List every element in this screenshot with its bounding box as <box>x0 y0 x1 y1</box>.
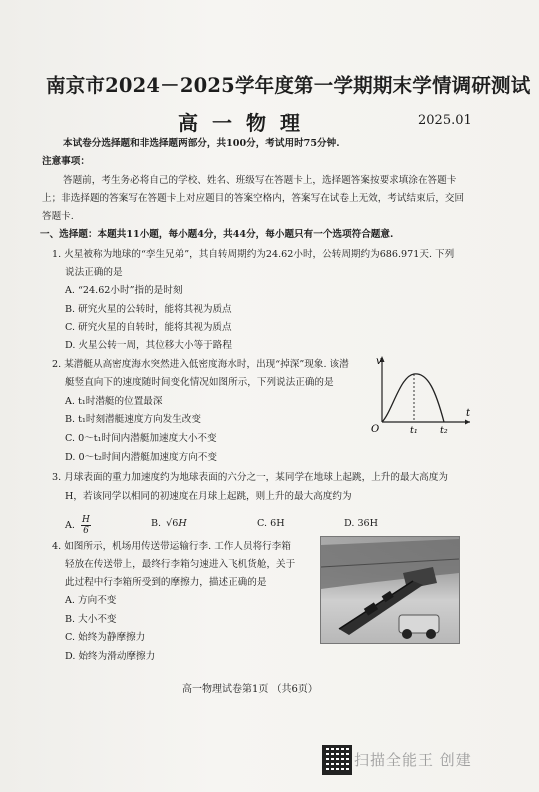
q1-option-a: A. “24.62小时”指的是时刻 <box>65 285 183 296</box>
q3-option-a-numerator: H <box>82 515 90 525</box>
q4-stem-1: 4. 如图所示，机场用传送带运输行李. 工作人员将行李箱 <box>52 541 291 552</box>
q3-option-d: D. 36H <box>344 518 379 529</box>
notice-text-3: 答题卡. <box>42 211 74 222</box>
exam-subject: 高一物理 <box>178 111 314 135</box>
qr-code <box>322 745 352 775</box>
q3-option-a-fraction <box>81 515 91 536</box>
graph-t2-label: t₂ <box>440 425 448 434</box>
q4-option-d: D. 始终为滑动摩擦力 <box>65 651 156 662</box>
section-heading: 一、选择题：本题共11小题，每小题4分，共44分，每小题只有一个选项符合题意. <box>40 229 394 240</box>
q1-option-b: B. 研究火星的公转时，能将其视为质点 <box>65 304 232 315</box>
q1-stem-2: 说法正确的是 <box>65 267 123 278</box>
intro-line: 本试卷分选择题和非选择题两部分，共100分，考试用时75分钟. <box>63 138 340 149</box>
q2-stem-2: 艇竖直向下的速度随时间变化情况如图所示，下列说法正确的是 <box>65 377 334 388</box>
velocity-time-graph <box>366 352 476 434</box>
exam-title: 南京市2024－2025学年度第一学期期末学情调研测试 <box>46 74 531 97</box>
vehicle-wheel <box>426 629 436 639</box>
q2-option-a: A. t₁时潜艇的位置最深 <box>65 396 163 407</box>
q3-option-a <box>65 515 91 536</box>
q4-stem-2: 轻放在传送带上，最终行李箱匀速进入飞机货舱，关于 <box>65 559 296 570</box>
conveyor-illustration <box>321 537 459 643</box>
graph-origin-label: O <box>371 424 380 434</box>
q3-option-c: C. 6H <box>257 518 285 529</box>
graph-curve <box>382 374 444 422</box>
notice-heading: 注意事项： <box>42 156 90 167</box>
aircraft-fuselage <box>321 539 459 589</box>
q3-option-a-denominator: 6 <box>83 526 89 536</box>
scanner-watermark: 扫描全能王 创建 <box>354 751 472 769</box>
q2-option-c: C. 0～t₁时间内潜艇加速度大小不变 <box>65 433 217 444</box>
q1-option-c: C. 研究火星的自转时，能将其视为质点 <box>65 322 232 333</box>
graph-t1-label: t₁ <box>410 425 418 434</box>
conveyor-belt-photo <box>320 536 460 644</box>
q3-option-b-h: H <box>178 518 187 529</box>
graph-t-arrow <box>465 420 470 425</box>
q3-option-b-label: B. <box>151 518 162 529</box>
notice-text-1: 答题前，考生务必将自己的学校、姓名、班级写在答题卡上，选择题答案按要求填涂在答题卡 <box>63 175 457 186</box>
q1-stem-1: 1. 火星被称为地球的“孪生兄弟”，其自转周期约为24.62小时，公转周期约为686.971天. 下列 <box>52 249 455 260</box>
vehicle-wheel <box>402 629 412 639</box>
q4-option-b: B. 大小不变 <box>65 614 117 625</box>
q3-option-b-root: √6 <box>166 518 179 529</box>
q3-option-b <box>151 517 187 530</box>
q1-option-d: D. 火星公转一周，其位移大小等于路程 <box>65 340 232 351</box>
notice-text-2: 上；非选择题的答案写在答题卡上对应题目的答案空格内，答案写在试卷上无效，考试结束后，交回 <box>42 193 465 204</box>
exam-date: 2025.01 <box>418 113 472 128</box>
graph-v-label: v <box>376 356 382 367</box>
q2-option-b: B. t₁时刻潜艇速度方向发生改变 <box>65 414 201 425</box>
q2-option-d: D. 0～t₂时间内潜艇加速度方向不变 <box>65 452 217 463</box>
q4-option-a: A. 方向不变 <box>65 595 117 606</box>
q3-option-a-label: A. <box>65 520 75 531</box>
q3-stem-1: 3. 月球表面的重力加速度约为地球表面的六分之一，某同学在地球上起跳，上升的最大高度为 <box>52 472 448 483</box>
graph-t-label: t <box>466 408 471 419</box>
q2-stem-1: 2. 某潜艇从高密度海水突然进入低密度海水时，出现“掉深”现象. 该潜 <box>52 359 349 370</box>
page-footer: 高一物理试卷第1页 （共6页） <box>182 684 318 695</box>
q4-option-c: C. 始终为静摩擦力 <box>65 632 146 643</box>
q4-stem-3: 此过程中行李箱所受到的摩擦力，描述正确的是 <box>65 577 267 588</box>
q3-stem-2: H，若该同学以相同的初速度在月球上起跳，则上升的最大高度约为 <box>65 491 352 502</box>
